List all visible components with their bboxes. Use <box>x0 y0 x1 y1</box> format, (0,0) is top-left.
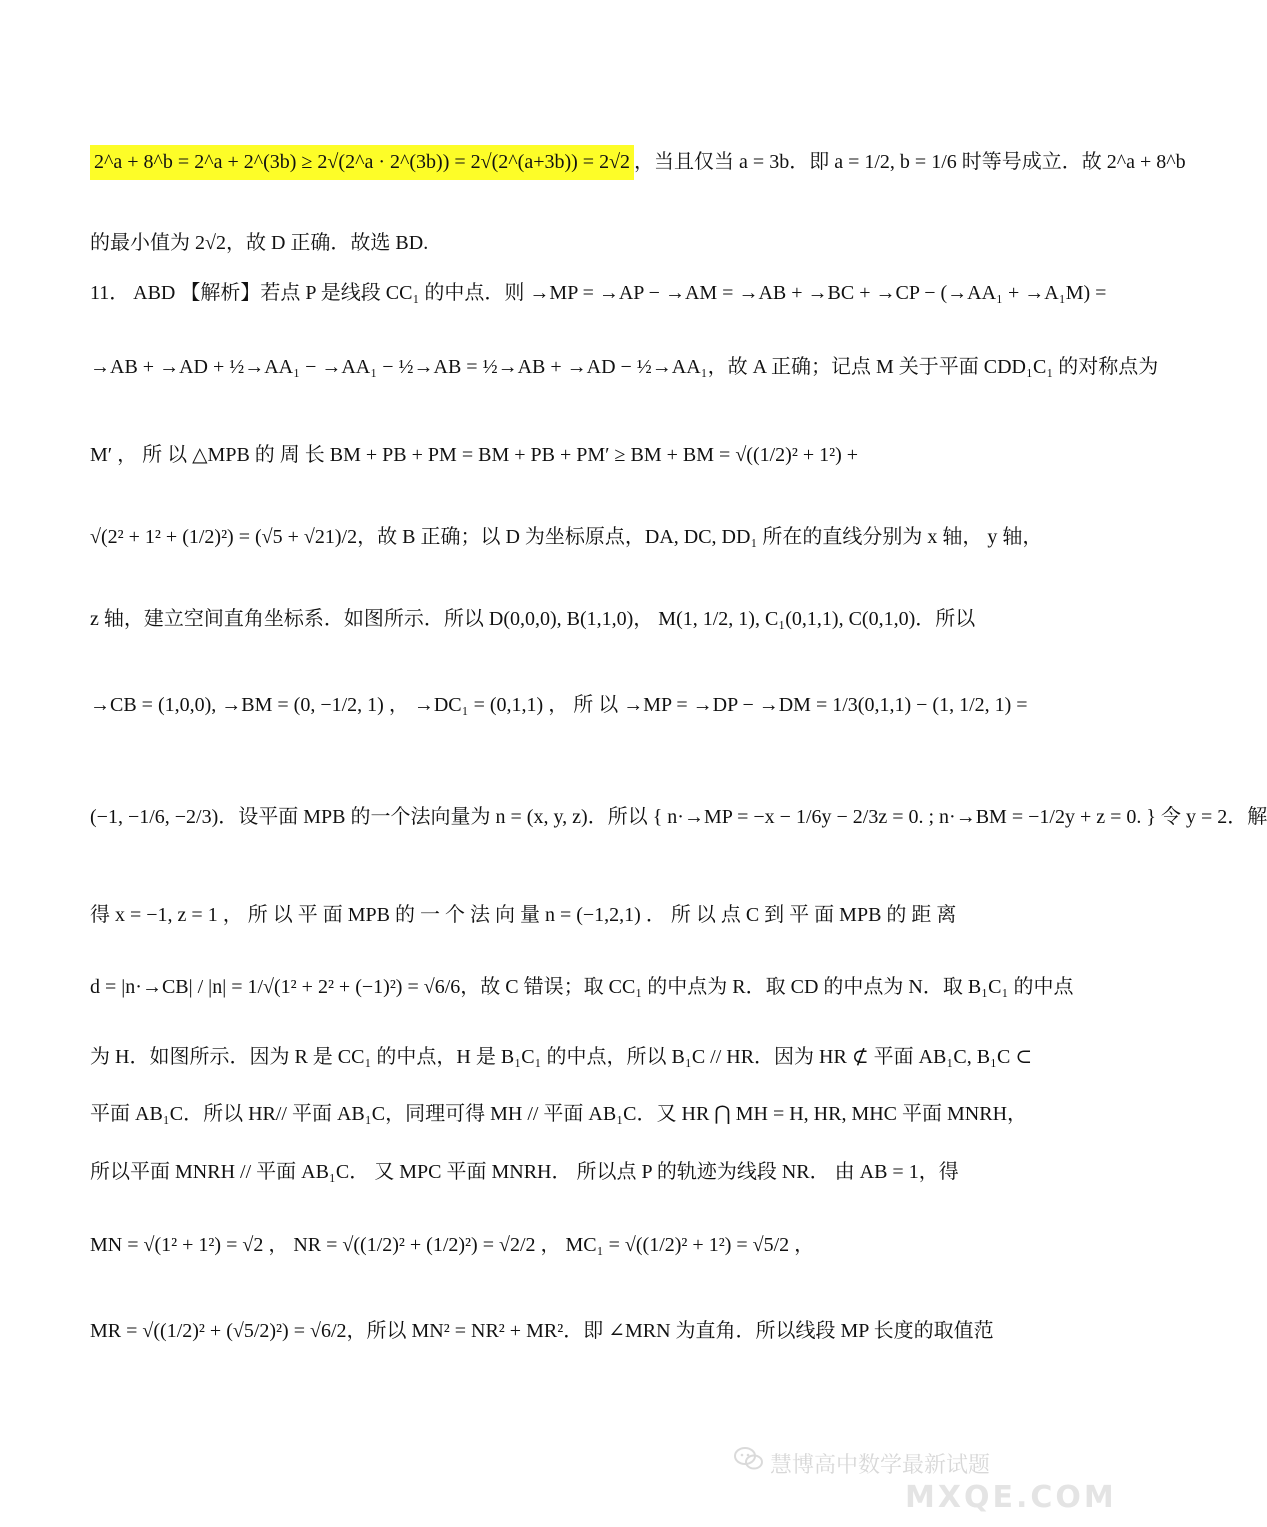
text-line-5: M′ ， 所 以 △MPB 的 周 长 BM + PB + PM = BM + PB + PM′ ≥ BM + BM = √((1/2)² + 1²) + <box>90 444 859 466</box>
text-line-7: z 轴，建立空间直角坐标系．如图所示．所以 D(0,0,0), B(1,1,0)， M(1, 1/2, 1), C₁(0,1,1), C(0,1,0)．所以 <box>90 608 976 630</box>
text-line-9: (−1, −1/6, −2/3)．设平面 MPB 的一个法向量为 n = (x, y, z)．所以 { n·→MP = −x − 1/6y − 2/3z = 0. ; n·→BM = −1/2y + z = 0. } 令 y = 2．解 <box>90 806 1267 828</box>
text-line-3: 11． ABD 【解析】若点 P 是线段 CC₁ 的中点．则 →MP = →AP − →AM = →AB + →BC + →CP − (→AA₁ + →A₁M) = <box>90 282 1107 304</box>
watermark-site: MXQE.COM <box>905 1480 1117 1515</box>
text-line-1 <box>90 145 1186 180</box>
line-1-text: ，当且仅当 a = 3b．即 a = 1/2, b = 1/6 时等号成立．故 2^a + 8^b <box>634 151 1186 173</box>
watermark <box>730 1430 1117 1520</box>
text-line-8: →CB = (1,0,0), →BM = (0, −1/2, 1) ， →DC₁ = (0,1,1) ， 所 以 →MP = →DP − →DM = 1/3(0,1,1) − (1, 1/2, 1) = <box>90 694 1028 716</box>
text-line-11: d = |n·→CB| / |n| = 1/√(1² + 2² + (−1)²) = √6/6，故 C 错误；取 CC₁ 的中点为 R．取 CD 的中点为 N．取 B₁C₁ 的中点 <box>90 976 1074 998</box>
highlighted-formula: 2^a + 8^b = 2^a + 2^(3b) ≥ 2√(2^a · 2^(3b)) = 2√(2^(a+3b)) = 2√2 <box>90 145 634 180</box>
text-line-16: MR = √((1/2)² + (√5/2)²) = √6/2，所以 MN² = NR² + MR²．即 ∠MRN 为直角．所以线段 MP 长度的取值范 <box>90 1320 994 1342</box>
text-line-6: √(2² + 1² + (1/2)²) = (√5 + √21)/2，故 B 正确；以 D 为坐标原点，DA, DC, DD₁ 所在的直线分别为 x 轴， y 轴， <box>90 526 1043 548</box>
watermark-account: 慧博高中数学最新试题 <box>770 1453 991 1478</box>
text-line-14: 所以平面 MNRH // 平面 AB₁C． 又 MPC 平面 MNRH． 所以点 P 的轨迹为线段 NR． 由 AB = 1，得 <box>90 1161 959 1183</box>
text-line-13: 平面 AB₁C．所以 HR// 平面 AB₁C，同理可得 MH // 平面 AB₁C．又 HR ⋂ MH = H, HR, MHC 平面 MNRH， <box>90 1103 1028 1125</box>
text-line-12: 为 H．如图所示．因为 R 是 CC₁ 的中点，H 是 B₁C₁ 的中点，所以 B₁C // HR．因为 HR ⊄ 平面 AB₁C, B₁C ⊂ <box>90 1046 1033 1068</box>
text-line-2: 的最小值为 2√2，故 D 正确．故选 BD. <box>90 232 429 254</box>
text-line-10: 得 x = −1, z = 1 ， 所 以 平 面 MPB 的 一 个 法 向 量 n = (−1,2,1) ． 所 以 点 C 到 平 面 MPB 的 距 离 <box>90 904 957 926</box>
text-line-4: →AB + →AD + ½→AA₁ − →AA₁ − ½→AB = ½→AB + →AD − ½→AA₁，故 A 正确；记点 M 关于平面 CDD₁C₁ 的对称点为 <box>90 356 1159 378</box>
text-line-15: MN = √(1² + 1²) = √2 ， NR = √((1/2)² + (1/2)²) = √2/2 ， MC₁ = √((1/2)² + 1²) = √5/2 ， <box>90 1234 815 1256</box>
wechat-icon <box>734 1446 764 1472</box>
